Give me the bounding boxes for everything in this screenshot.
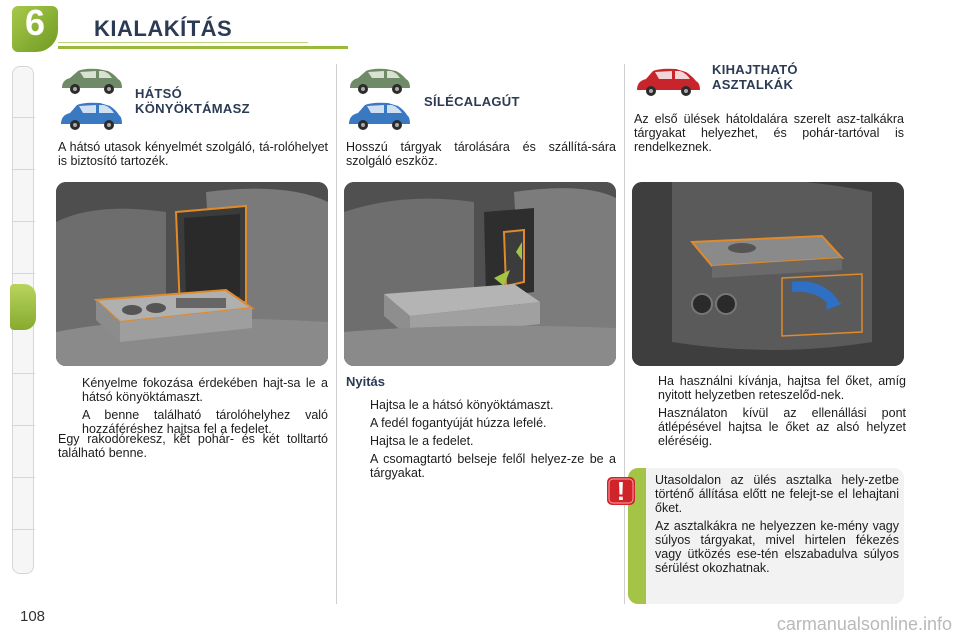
list-item-text: Ha használni kívánja, hajtsa fel őket, amíg nyitott helyzetben reteszelőd-nek.	[658, 374, 906, 402]
section-title-line: KIHAJTHATÓ	[712, 62, 798, 77]
list-item	[346, 434, 616, 448]
car-blue-icon	[346, 100, 412, 132]
list-item-text: A csomagtartó belseje felől helyez-ze be a tárgyakat.	[370, 452, 616, 480]
car-green-icon	[346, 66, 412, 96]
column-divider	[336, 64, 337, 604]
armrest-bullet-list	[58, 376, 328, 440]
section-title-ski-tunnel: SÍLÉCALAGÚT	[424, 94, 520, 109]
car-red-icon	[634, 66, 702, 98]
page-number: 108	[20, 608, 46, 625]
list-item	[634, 374, 906, 402]
tab-separator	[13, 273, 35, 274]
column-divider	[624, 64, 625, 604]
list-item	[346, 416, 616, 430]
armrest-paragraph: Egy rakodórekesz, két pohár- és két tolltartó található benne.	[58, 432, 328, 460]
section-intro: Az első ülések hátoldalára szerelt asz-talkákra tárgyakat helyezhet, és pohár-tartóval is rendelkeznek.	[634, 112, 904, 154]
list-item	[58, 376, 328, 404]
section-title-folding-tables	[712, 62, 798, 92]
section-title-armrest	[135, 86, 250, 116]
car-blue-icon	[58, 100, 124, 132]
page-title: KIALAKÍTÁS	[94, 16, 233, 41]
tab-separator	[13, 529, 35, 530]
list-item-text: Használaton kívül az ellenállási pont átlépésével hajtsa le őket az alsó helyzet eléréséig.	[658, 406, 906, 448]
section-intro: Hosszú tárgyak tárolására és szállítá-sára szolgáló eszköz.	[346, 140, 616, 168]
tab-separator	[13, 221, 35, 222]
list-item-text: A fedél fogantyúját húzza lefelé.	[370, 416, 547, 430]
list-item	[634, 406, 906, 448]
ski-tunnel-photo	[344, 182, 616, 366]
list-item	[346, 398, 616, 412]
folding-table-bullet-list	[634, 374, 906, 452]
header-rule	[58, 46, 348, 49]
warning-symbol: !	[616, 476, 626, 506]
warning-paragraph: Az asztalkákra ne helyezzen ke-mény vagy súlyos tárgyakat, mivel hirtelen fékezés vagy ütközés ese-tén elszabadulva súlyos sérülést okozhatnak.	[655, 519, 899, 575]
tab-separator	[13, 425, 35, 426]
warning-paragraph: Utasoldalon az ülés asztalka hely-zetbe történő állítása előtt ne felejt-se el lehajtani őket.	[655, 473, 899, 515]
list-item	[346, 452, 616, 480]
list-item-text: Kényelme fokozása érdekében hajt-sa le a hátsó könyöktámaszt.	[82, 376, 328, 404]
watermark: carmanualsonline.info	[776, 614, 952, 634]
ski-tunnel-bullet-list	[346, 398, 616, 484]
chapter-number: 6	[24, 2, 46, 43]
folding-table-illustration	[632, 182, 904, 366]
folding-table-photo	[632, 182, 904, 366]
tab-separator	[13, 373, 35, 374]
armrest-photo	[56, 182, 328, 366]
tab-separator	[13, 117, 35, 118]
section-title-line: KÖNYÖKTÁMASZ	[135, 101, 250, 116]
list-item-text: A benne található tárolóhelyhez való hozzáféréshez hajtsa fel a fedelet.	[82, 408, 328, 436]
tab-separator	[13, 477, 35, 478]
header-rule-thin	[58, 42, 308, 43]
list-item-text: Hajtsa le a fedelet.	[370, 434, 474, 448]
car-green-icon	[58, 66, 124, 96]
ski-tunnel-illustration	[344, 182, 616, 366]
tab-separator	[13, 169, 35, 170]
section-intro: A hátsó utasok kényelmét szolgáló, tá-rolóhelyet is biztosító tartozék.	[58, 140, 328, 168]
warning-text	[655, 474, 899, 581]
chapter-tab-active[interactable]	[10, 284, 36, 330]
section-title-line: HÁTSÓ	[135, 86, 182, 101]
opening-subheading: Nyitás	[346, 374, 386, 389]
section-title-line: ASZTALKÁK	[712, 77, 794, 92]
list-item-text: Hajtsa le a hátsó könyöktámaszt.	[370, 398, 554, 412]
armrest-illustration	[56, 182, 328, 366]
